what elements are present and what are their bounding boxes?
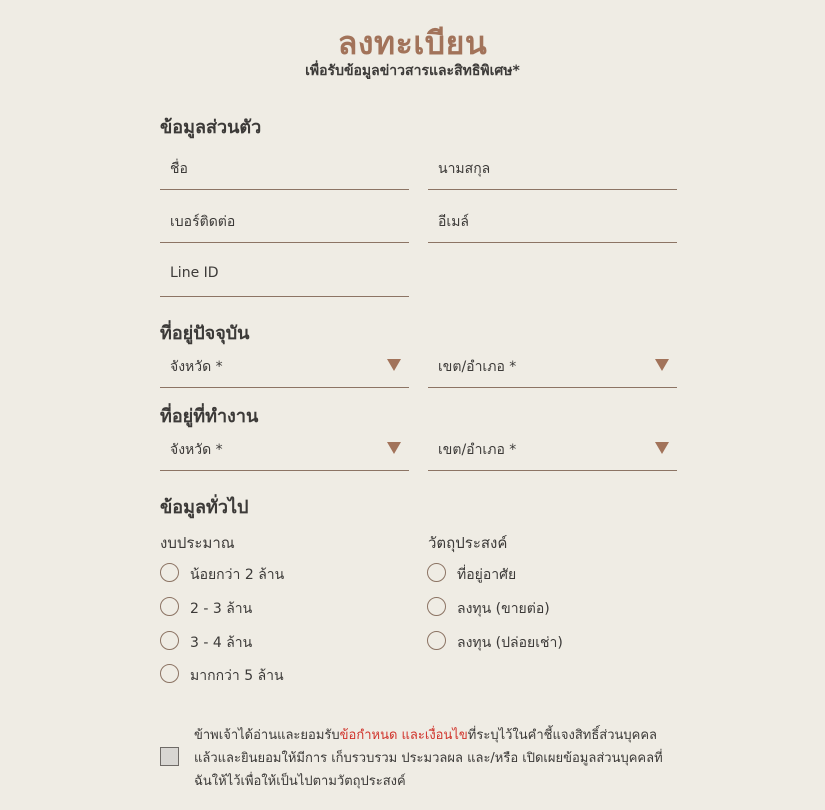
radio-circle-icon[interactable] xyxy=(427,563,446,582)
budget-option-label: 2 - 3 ล้าน xyxy=(190,601,253,617)
work-district-label: เขต/อำเภอ * xyxy=(438,442,517,458)
consent-text xyxy=(194,724,674,793)
radio-circle-icon[interactable] xyxy=(427,597,446,616)
radio-circle-icon[interactable] xyxy=(160,664,179,683)
triangle-down-icon xyxy=(387,359,401,371)
email-placeholder: อีเมล์ xyxy=(438,214,470,230)
radio-circle-icon[interactable] xyxy=(160,563,179,582)
page-title: ลงทะเบียน xyxy=(337,24,488,62)
budget-label: งบประมาณ xyxy=(160,534,235,552)
budget-option-label: มากกว่า 5 ล้าน xyxy=(190,668,284,684)
purpose-option-label: ลงทุน (ขายต่อ) xyxy=(457,601,550,617)
budget-option-label: น้อยกว่า 2 ล้าน xyxy=(190,567,285,583)
current-province-label: จังหวัด * xyxy=(170,359,223,375)
section-current-address-heading: ที่อยู่ปัจจุบัน xyxy=(160,323,250,344)
last-name-placeholder: นามสกุล xyxy=(438,161,491,177)
consent-text-before: ข้าพเจ้าได้อ่านและยอมรับ xyxy=(194,728,340,743)
email-field[interactable] xyxy=(428,203,677,243)
consent-text-after: ที่ระบุไว้ในคำชี้แจงสิทธิ์ส่วนบุคคลแล้วและยินยอมให้มีการ เก็บรวบรวม ประมวลผล และ/หรือ เปิดเผยข้อมูลส่วนบุคคลที่ฉันให้ไว้เพื่อให้เป็นไปตามวัตถุประสงค์ xyxy=(194,728,663,789)
work-province-label: จังหวัด * xyxy=(170,442,223,458)
phone-field[interactable] xyxy=(160,203,409,243)
line-id-field[interactable] xyxy=(160,257,409,297)
consent-checkbox[interactable] xyxy=(160,747,179,766)
section-work-address-heading: ที่อยู่ที่ทำงาน xyxy=(160,406,259,427)
work-district-select[interactable] xyxy=(428,431,677,471)
work-province-select[interactable] xyxy=(160,431,409,471)
triangle-down-icon xyxy=(655,442,669,454)
radio-circle-icon[interactable] xyxy=(160,597,179,616)
purpose-option-label: ลงทุน (ปล่อยเช่า) xyxy=(457,635,563,651)
page-subtitle: เพื่อรับข้อมูลข่าวสารและสิทธิพิเศษ* xyxy=(305,63,520,79)
first-name-field[interactable] xyxy=(160,150,409,190)
purpose-label: วัตถุประสงค์ xyxy=(428,534,508,552)
radio-circle-icon[interactable] xyxy=(160,631,179,650)
terms-link[interactable]: ข้อกำหนด และเงื่อนไข xyxy=(339,728,468,743)
last-name-field[interactable] xyxy=(428,150,677,190)
line-id-placeholder: Line ID xyxy=(170,265,219,281)
current-district-select[interactable] xyxy=(428,348,677,388)
purpose-option-label: ที่อยู่อาศัย xyxy=(457,567,517,583)
radio-circle-icon[interactable] xyxy=(427,631,446,650)
current-district-label: เขต/อำเภอ * xyxy=(438,359,517,375)
section-general-heading: ข้อมูลทั่วไป xyxy=(160,497,249,518)
phone-placeholder: เบอร์ติดต่อ xyxy=(170,214,236,230)
current-province-select[interactable] xyxy=(160,348,409,388)
budget-option-label: 3 - 4 ล้าน xyxy=(190,635,253,651)
triangle-down-icon xyxy=(387,442,401,454)
section-personal-heading: ข้อมูลส่วนตัว xyxy=(160,117,262,138)
first-name-placeholder: ชื่อ xyxy=(170,161,188,177)
triangle-down-icon xyxy=(655,359,669,371)
